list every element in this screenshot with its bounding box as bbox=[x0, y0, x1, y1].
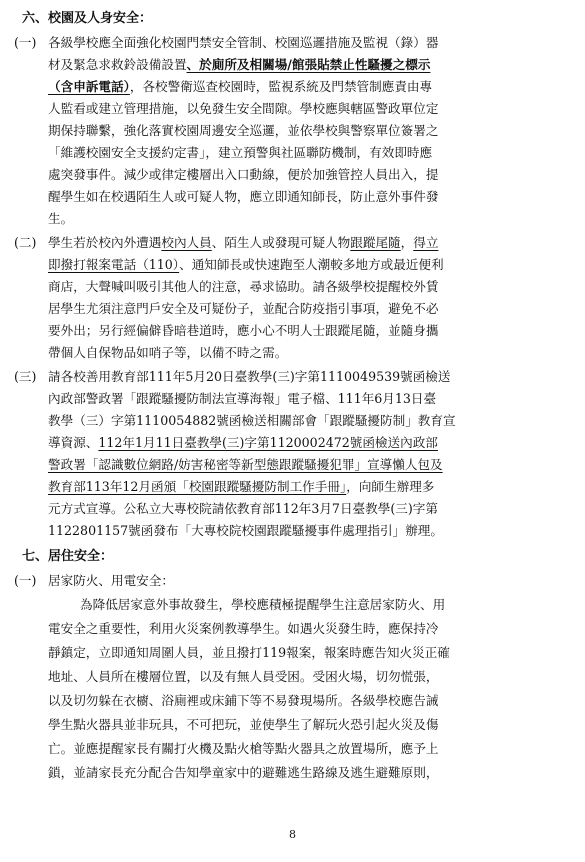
paragraph-line: 靜鎮定，立即通知周圍人員，並且撥打119報案，報案時應告知火災正確 bbox=[48, 645, 450, 660]
text-span: 學生若於校內外遭遇 bbox=[48, 235, 162, 250]
emphasis-span: 、於廁所及相關場/館張貼禁止性騷擾之標示 bbox=[186, 57, 431, 72]
item-label: (一) bbox=[14, 35, 37, 50]
paragraph-line: 生。 bbox=[48, 211, 74, 226]
paragraph-line: 內政部警政署「跟蹤騷擾防制法宣導海報」電子檔、111年6月13日臺 bbox=[48, 391, 437, 406]
paragraph-line: 教學（三）字第1110054882號函檢送相關部會「跟蹤騷擾防制」教育宣 bbox=[48, 413, 456, 428]
paragraph-line: 醒學生如在校遇陌生人或可疑人物，應立即通知師長，防止意外事件發 bbox=[48, 189, 439, 204]
paragraph-line: 元方式宣導。公私立大專校院請依教育部112年3月7日臺教學(三)字第 bbox=[48, 501, 438, 516]
item-title: 居家防火、用電安全： bbox=[48, 573, 174, 588]
item-label: (一) bbox=[14, 573, 37, 588]
paragraph-line: 亡。並應提醒家長有關打火機及點火槍等點火器具之放置場所，應予上 bbox=[48, 741, 439, 756]
paragraph-line bbox=[48, 54, 430, 76]
text-span: ，向師生辦理多 bbox=[346, 479, 435, 494]
paragraph-line: 警政署「認識數位網路/妨害秘密等新型態跟蹤騷擾犯罪」宣導懶人包及 bbox=[48, 457, 443, 472]
section-heading: 六、校園及人身安全： bbox=[22, 11, 153, 26]
underlined-span: 校內人員 bbox=[161, 235, 212, 250]
underlined-span: 112年1月11日臺教學(三)字第1120002472號函檢送內政部 bbox=[98, 435, 438, 450]
paragraph-line: 電安全之重要性，利用火災案例教導學生。如遇火災發生時，應保持冷 bbox=[48, 621, 439, 636]
item-label: (三) bbox=[14, 369, 37, 384]
text-span: ，各校警衛巡查校園時，監視系統及門禁管制應責由專 bbox=[129, 79, 433, 94]
paragraph-line: 居學生尤須注意門戶安全及可疑份子，並配合防疫指引事項，避免不必 bbox=[48, 301, 439, 316]
paragraph-line: 各級學校應全面強化校園門禁安全管制、校園巡邏措施及監視（錄）器 bbox=[48, 35, 439, 50]
paragraph-line bbox=[48, 432, 438, 454]
paragraph-line bbox=[48, 232, 438, 254]
paragraph-line: 期保持聯繫，強化落實校園周邊安全巡邏，並依學校與警察單位簽署之 bbox=[48, 123, 439, 138]
text-span: 導資源、 bbox=[48, 435, 99, 450]
text-span: 材及緊急求救鈴設備設置 bbox=[48, 57, 187, 72]
text-span: 、通知師長或快速跑至人潮較多地方或最近便利 bbox=[179, 257, 444, 272]
paragraph-line: 人監看或建立管理措施，以免發生安全間隙。學校應與轄區警政單位定 bbox=[48, 101, 439, 116]
paragraph-line: 處突發事件。減少或律定樓層出入口動線，便於加強管控人員出入，提 bbox=[48, 167, 439, 182]
item-label: (二) bbox=[14, 235, 37, 250]
paragraph-line bbox=[48, 76, 432, 98]
paragraph-line: 1122801157號函發布「大專校院校園跟蹤騷擾事件處理指引」辦理。 bbox=[48, 523, 443, 538]
paragraph-line: 要外出；另行經偏僻昏暗巷道時，應小心不明人士跟蹤尾隨，並隨身攜 bbox=[48, 323, 439, 338]
paragraph-line: 為降低居家意外事故發生，學校應積極提醒學生注意居家防火、用 bbox=[80, 597, 446, 612]
paragraph-line: 鎖，並請家長充分配合告知學童家中的避難逃生路線及逃生避難原則， bbox=[48, 765, 439, 780]
text-span: ， bbox=[400, 235, 414, 250]
underlined-span: 跟蹤尾隨 bbox=[350, 235, 401, 250]
text-span: 、陌生人或發現可疑人物 bbox=[211, 235, 351, 250]
underlined-span: 教育部113年12月函頒「校園跟蹤騷擾防制工作手冊」 bbox=[48, 479, 347, 494]
paragraph-line: 地址、人員所在樓層位置，以及有無人員受困。受困火場，切勿慌張， bbox=[48, 669, 439, 684]
underlined-span: 即撥打報案電話（110） bbox=[48, 257, 180, 272]
paragraph-line bbox=[48, 476, 434, 498]
underlined-span: 得立 bbox=[413, 235, 439, 250]
page-number: 8 bbox=[289, 828, 296, 841]
paragraph-line: 「維護校園安全支援約定書」，建立預警與社區聯防機制，有效即時應 bbox=[48, 145, 433, 160]
paragraph-line: 帶個人自保物品如哨子等，以備不時之需。 bbox=[48, 345, 288, 360]
paragraph-line: 商店，大聲喊叫吸引其他人的注意，尋求協助。請各級學校提醒校外賃 bbox=[48, 279, 439, 294]
section-heading: 七、居住安全： bbox=[22, 549, 114, 564]
paragraph-line: 請各校善用教育部111年5月20日臺教學(三)字第1110049539號函檢送 bbox=[48, 369, 451, 384]
paragraph-line bbox=[48, 254, 444, 276]
paragraph-line: 以及切勿躲在衣櫥、浴廁裡或床鋪下等不易發現場所。各級學校應告誡 bbox=[48, 693, 439, 708]
emphasis-span: （含申訴電話） bbox=[48, 79, 130, 94]
paragraph-line: 學生點火器具並非玩具，不可把玩，並使學生了解玩火恐引起火災及傷 bbox=[48, 717, 439, 732]
